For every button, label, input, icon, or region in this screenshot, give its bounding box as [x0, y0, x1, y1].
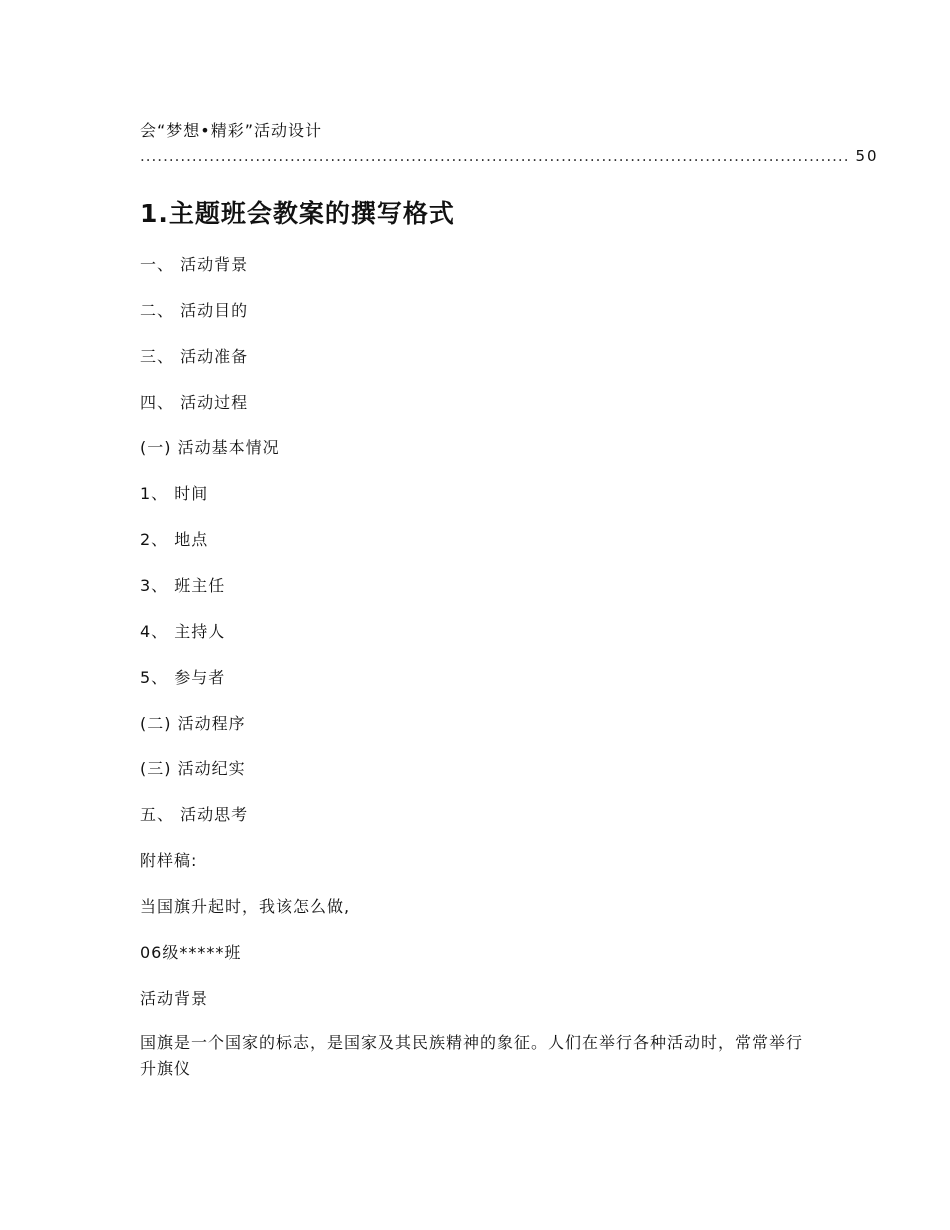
sample-class: 06级*****班: [140, 943, 242, 962]
outline-item: 1、 时间: [140, 484, 209, 503]
outline-item: 四、 活动过程: [140, 393, 249, 412]
outline-item: 2、 地点: [140, 530, 209, 549]
toc-entry-title[interactable]: 会“梦想•精彩”活动设计: [140, 121, 323, 140]
toc-page-number: 50: [855, 147, 879, 165]
outline-item: 一、 活动背景: [140, 255, 249, 274]
outline-item: 二、 活动目的: [140, 301, 249, 320]
outline-item: 五、 活动思考: [140, 805, 249, 824]
outline-item: 4、 主持人: [140, 622, 226, 641]
sample-title: 当国旗升起时，我该怎么做,: [140, 897, 351, 916]
outline-item: 3、 班主任: [140, 576, 226, 595]
outline-item: (一) 活动基本情况: [140, 438, 280, 457]
appendix-label: 附样稿:: [140, 851, 198, 870]
outline-item: (三) 活动纪实: [140, 759, 246, 778]
outline-item: (二) 活动程序: [140, 714, 246, 733]
toc-dot-leader: ...........................................................................................................................: [140, 147, 850, 165]
outline-item: 5、 参与者: [140, 668, 226, 687]
sample-section-heading: 活动背景: [140, 989, 209, 1008]
toc-entry-leader[interactable]: [140, 145, 879, 167]
body-paragraph: 国旗是一个国家的标志，是国家及其民族精神的象征。人们在举行各种活动时，常常举行升旗仪: [140, 1033, 804, 1078]
section-heading: 1.主题班会教案的撰写格式: [140, 199, 455, 228]
outline-item: 三、 活动准备: [140, 347, 249, 366]
